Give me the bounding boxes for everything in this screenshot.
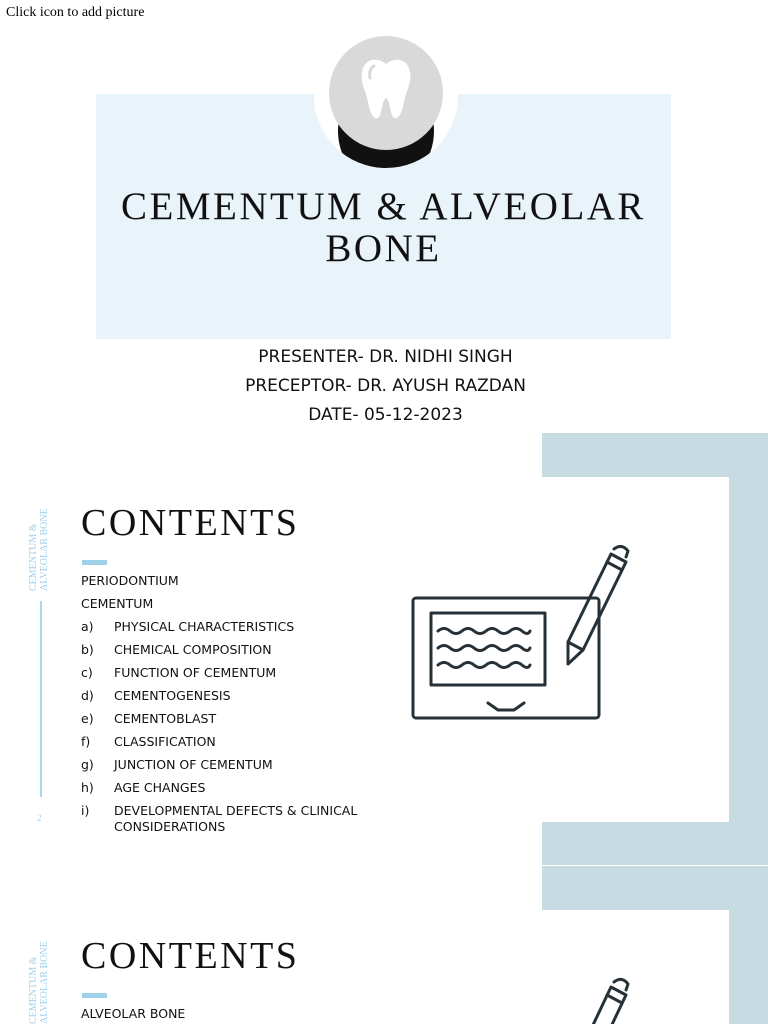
presenter-info (96, 343, 675, 430)
list-item-text: DEVELOPMENTAL DEFECTS & CLINICAL CONSIDERATIONS (114, 803, 358, 834)
list-item-letter: g) (81, 757, 94, 772)
side-label-line-2: ALVEOLAR BONE (39, 941, 50, 1024)
title-line-1: CEMENTUM & ALVEOLAR (121, 185, 646, 228)
title-slide (0, 0, 768, 433)
picture-placeholder-text[interactable]: Click icon to add picture (6, 5, 145, 20)
list-item-text: PHYSICAL CHARACTERISTICS (114, 619, 295, 634)
side-label-line-2: ALVEOLAR BONE (39, 508, 50, 591)
list-item-letter: f) (81, 734, 91, 749)
list-item-letter: a) (81, 619, 94, 634)
list-item: ALVEOLAR BONE (81, 1006, 186, 1021)
list-item-text: FUNCTION OF CEMENTUM (114, 665, 277, 680)
contents-heading: CONTENTS (81, 935, 300, 977)
contents-slide-2 (0, 866, 768, 1024)
title-line-2: BONE (325, 227, 442, 270)
contents-list (81, 573, 371, 842)
side-label (28, 495, 58, 591)
pencil-icon (580, 976, 640, 1024)
list-item (81, 619, 371, 635)
list-item: CEMENTUM (81, 596, 154, 611)
list-item: PERIODONTIUM (81, 573, 179, 588)
presenter-line: PRESENTER- DR. NIDHI SINGH (258, 347, 513, 367)
logo-badge (314, 24, 458, 168)
list-item (81, 803, 371, 834)
list-item-letter: b) (81, 642, 94, 657)
decor-frame-right (729, 433, 768, 865)
list-item (81, 642, 371, 658)
list-item (81, 711, 371, 727)
list-item-letter: e) (81, 711, 94, 726)
date-line: DATE- 05-12-2023 (308, 405, 463, 425)
list-item-text: CEMENTOGENESIS (114, 688, 231, 703)
list-item-letter: h) (81, 780, 94, 795)
list-item-letter: d) (81, 688, 94, 703)
page-number: 2 (37, 813, 42, 823)
list-item-text: JUNCTION OF CEMENTUM (114, 757, 273, 772)
list-item-text: CHEMICAL COMPOSITION (114, 642, 272, 657)
heading-accent-bar (82, 560, 107, 565)
side-label-line-1: CEMENTUM & (28, 956, 39, 1024)
list-item-text: AGE CHANGES (114, 780, 206, 795)
tablet-pencil-icon (408, 543, 638, 723)
presentation-title (96, 186, 671, 270)
list-item (81, 780, 371, 796)
side-label-line-1: CEMENTUM & (28, 523, 39, 591)
side-label (28, 928, 58, 1024)
list-item-text: CLASSIFICATION (114, 734, 216, 749)
side-divider (40, 601, 42, 797)
decor-frame-right (729, 866, 768, 1024)
list-item (81, 734, 371, 750)
tooth-icon (356, 54, 416, 124)
list-item (81, 665, 371, 681)
list-item-letter: c) (81, 665, 93, 680)
list-item-text: CEMENTOBLAST (114, 711, 217, 726)
contents-list (81, 1006, 371, 1024)
list-item (81, 757, 371, 773)
contents-heading: CONTENTS (81, 502, 300, 544)
heading-accent-bar (82, 993, 107, 998)
contents-slide (0, 433, 768, 865)
decor-frame-bottom (542, 822, 768, 865)
list-item-letter: i) (81, 803, 90, 818)
list-item (81, 688, 371, 704)
preceptor-line: PRECEPTOR- DR. AYUSH RAZDAN (245, 376, 526, 396)
